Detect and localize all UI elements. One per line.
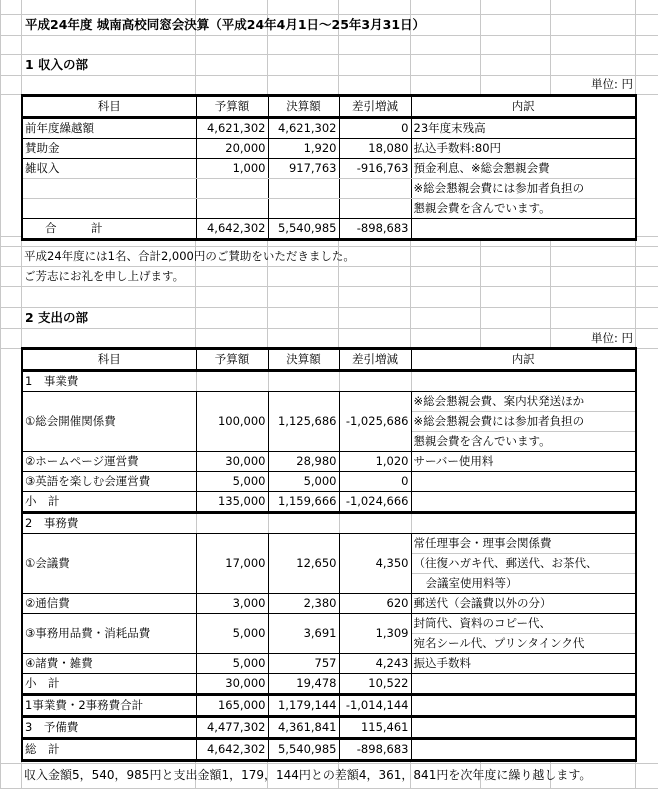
empty-cell: [339, 179, 411, 199]
row-actual: 917,763: [268, 159, 339, 179]
table-row: [22, 452, 636, 472]
empty-cell: [268, 179, 339, 199]
row-budget: 17,000: [196, 534, 268, 594]
group-row-business: [22, 371, 636, 392]
header-diff: 差引増減: [339, 96, 411, 118]
empty-cell: [339, 371, 411, 392]
expense-unit-label: 単位: 円: [590, 331, 633, 345]
income-table: [21, 94, 637, 241]
row-budget: 5,000: [196, 472, 268, 492]
table-row: [22, 472, 636, 492]
row-detail: 懇親会費を含んでいます。: [411, 199, 636, 219]
row-budget: 5,000: [196, 614, 268, 654]
combined-actual: 1,179,144: [268, 695, 339, 717]
table-row: [22, 594, 636, 614]
table-row-continuation: [22, 199, 636, 219]
income-note-1: 平成24年度には1名、合計2,000円のご賛助をいただきました。: [24, 249, 355, 263]
subtotal-label: 小 計: [22, 674, 196, 695]
row-item: ③英語を楽しむ会運営費: [22, 472, 196, 492]
header-budget: 予算額: [196, 349, 268, 371]
empty-cell: [411, 371, 636, 392]
row-budget: 4,621,302: [196, 118, 268, 139]
row-detail: 預金利息、※総会懇親会費: [411, 159, 636, 179]
header-actual: 決算額: [268, 96, 339, 118]
grand-total-actual: 5,540,985: [268, 739, 339, 761]
row-diff: 1,309: [339, 614, 411, 654]
group-label: 2 事務費: [22, 513, 196, 534]
income-header-row: [22, 96, 636, 118]
expense-table: [21, 347, 637, 762]
row-detail: 23年度末残高: [411, 118, 636, 139]
subtotal-budget: 135,000: [196, 492, 268, 513]
subtotal-actual: 19,478: [268, 674, 339, 695]
group-label: 1 事業費: [22, 371, 196, 392]
row-detail: 宛名シール代、プリンタインク代: [411, 634, 636, 654]
table-row: [22, 654, 636, 674]
income-unit-label: 単位: 円: [590, 77, 633, 91]
row-detail: 封筒代、資料のコピー代、: [411, 614, 636, 634]
row-detail: 常任理事会・理事会関係費: [411, 534, 636, 554]
total-label: 合 計: [22, 219, 196, 240]
empty-cell: [196, 179, 268, 199]
row-item: 前年度繰越額: [22, 118, 196, 139]
empty-cell: [411, 674, 636, 695]
row-diff: 4,243: [339, 654, 411, 674]
grand-total-row: [22, 739, 636, 761]
row-diff: 1,020: [339, 452, 411, 472]
row-item: 賛助金: [22, 139, 196, 159]
row-actual: 12,650: [268, 534, 339, 594]
table-row-continuation: [22, 179, 636, 199]
row-item: ①会議費: [22, 534, 196, 594]
row-actual: 1,920: [268, 139, 339, 159]
row-detail: 懇親会費を含んでいます。: [411, 432, 636, 452]
empty-cell: [339, 513, 411, 534]
row-detail: ※総会懇親会費には参加者負担の: [411, 179, 636, 199]
combined-diff: -1,014,144: [339, 695, 411, 717]
empty-cell: [196, 371, 268, 392]
row-detail: 郵送代（会議費以外の分）: [411, 594, 636, 614]
page-title: 平成24年度 城南高校同窓会決算（平成24年4月1日～25年3月31日）: [25, 17, 426, 32]
row-actual: 1,125,686: [268, 392, 339, 452]
header-detail: 内訳: [411, 349, 636, 371]
header-budget: 予算額: [196, 96, 268, 118]
expense-section-title: 2 支出の部: [25, 310, 89, 325]
row-actual: 5,000: [268, 472, 339, 492]
income-total-row: [22, 219, 636, 240]
table-row: [22, 159, 636, 179]
empty-cell: [411, 717, 636, 739]
row-budget: 5,000: [196, 654, 268, 674]
subtotal-diff: 10,522: [339, 674, 411, 695]
row-budget: 1,000: [196, 159, 268, 179]
expense-header-row: [22, 349, 636, 371]
income-section-title: 1 収入の部: [25, 57, 89, 72]
row-detail: 振込手数料: [411, 654, 636, 674]
row-item: ②通信費: [22, 594, 196, 614]
header-item: 科目: [22, 96, 196, 118]
subtotal-diff: -1,024,666: [339, 492, 411, 513]
table-row: [22, 118, 636, 139]
row-detail: 会議室使用料等）: [411, 574, 636, 594]
header-item: 科目: [22, 349, 196, 371]
income-note-2: ご芳志にお礼を申し上げます。: [24, 269, 185, 283]
row-item: ④諸費・雑費: [22, 654, 196, 674]
subtotal-actual: 1,159,666: [268, 492, 339, 513]
empty-cell: [268, 513, 339, 534]
header-diff: 差引増減: [339, 349, 411, 371]
row-item: ③事務用品費・消耗品費: [22, 614, 196, 654]
total-diff: -898,683: [339, 219, 411, 240]
total-budget: 4,642,302: [196, 219, 268, 240]
subtotal-row-business: [22, 492, 636, 513]
empty-cell: [22, 179, 196, 199]
empty-cell: [196, 513, 268, 534]
grand-total-diff: -898,683: [339, 739, 411, 761]
row-detail: ※総会懇親会費には参加者負担の: [411, 412, 636, 432]
empty-cell: [411, 695, 636, 717]
table-row: [22, 534, 636, 554]
reserve-actual: 4,361,841: [268, 717, 339, 739]
footer-note: 収入金額5，540，985円と支出金額1，179，144円との差額4，361，841円を次年度に繰り越します。: [24, 768, 592, 782]
subtotal-label: 小 計: [22, 492, 196, 513]
grand-total-budget: 4,642,302: [196, 739, 268, 761]
row-diff: 18,080: [339, 139, 411, 159]
row-actual: 2,380: [268, 594, 339, 614]
total-detail: [411, 219, 636, 240]
row-actual: 28,980: [268, 452, 339, 472]
empty-cell: [411, 513, 636, 534]
row-detail: [411, 472, 636, 492]
row-diff: 4,350: [339, 534, 411, 594]
header-actual: 決算額: [268, 349, 339, 371]
grand-total-label: 総 計: [22, 739, 196, 761]
empty-cell: [22, 199, 196, 219]
row-actual: 757: [268, 654, 339, 674]
row-detail: ※総会懇親会費、案内状発送ほか: [411, 392, 636, 412]
table-row: [22, 392, 636, 412]
empty-cell: [339, 199, 411, 219]
total-actual: 5,540,985: [268, 219, 339, 240]
row-budget: 20,000: [196, 139, 268, 159]
empty-cell: [268, 371, 339, 392]
header-detail: 内訳: [411, 96, 636, 118]
row-actual: 4,621,302: [268, 118, 339, 139]
row-diff: 620: [339, 594, 411, 614]
row-item: ①総会開催関係費: [22, 392, 196, 452]
reserve-diff: 115,461: [339, 717, 411, 739]
table-row: [22, 614, 636, 634]
subtotal-budget: 30,000: [196, 674, 268, 695]
empty-cell: [411, 739, 636, 761]
subtotal-row-office: [22, 674, 636, 695]
row-diff: -1,025,686: [339, 392, 411, 452]
row-actual: 3,691: [268, 614, 339, 654]
row-detail: （往復ハガキ代、郵送代、お茶代、: [411, 554, 636, 574]
reserve-budget: 4,477,302: [196, 717, 268, 739]
group-row-office: [22, 513, 636, 534]
reserve-label: 3 予備費: [22, 717, 196, 739]
empty-cell: [411, 492, 636, 513]
empty-cell: [196, 199, 268, 219]
empty-cell: [268, 199, 339, 219]
table-row: [22, 139, 636, 159]
row-detail: 払込手数料:80円: [411, 139, 636, 159]
row-budget: 3,000: [196, 594, 268, 614]
combined-total-row: [22, 695, 636, 717]
row-detail: サーバー使用料: [411, 452, 636, 472]
combined-label: 1事業費・2事務費合計: [22, 695, 196, 717]
row-budget: 100,000: [196, 392, 268, 452]
combined-budget: 165,000: [196, 695, 268, 717]
row-diff: 0: [339, 118, 411, 139]
row-item: ②ホームページ運営費: [22, 452, 196, 472]
reserve-row: [22, 717, 636, 739]
row-budget: 30,000: [196, 452, 268, 472]
row-diff: -916,763: [339, 159, 411, 179]
row-diff: 0: [339, 472, 411, 492]
row-item: 雑収入: [22, 159, 196, 179]
